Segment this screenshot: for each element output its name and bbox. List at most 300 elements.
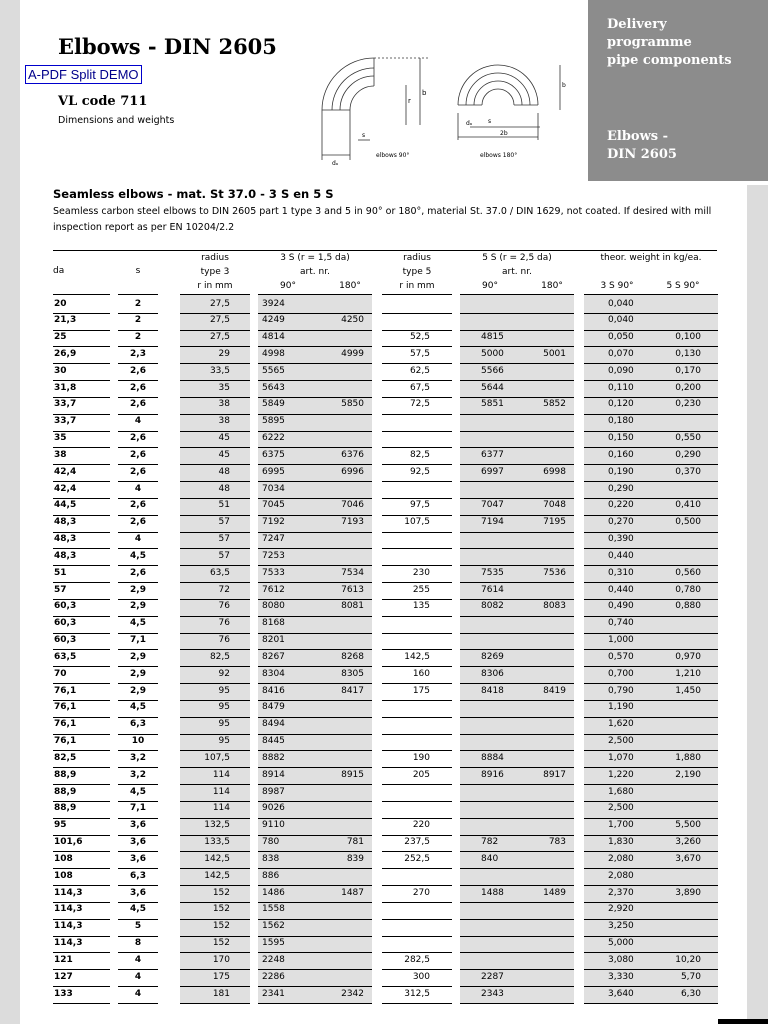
- row-divider: [460, 801, 574, 802]
- cell-w5: 0,200: [675, 382, 701, 393]
- cell-r3: 95: [218, 736, 230, 747]
- cell-w3: 0,570: [608, 651, 634, 662]
- row-divider: [382, 784, 452, 785]
- cell-s: 2,9: [130, 685, 146, 696]
- label-r: r: [408, 97, 411, 105]
- header-90-3: 90°: [280, 281, 296, 291]
- cell-da: 25: [54, 332, 67, 343]
- cell-a90_5: 5000: [481, 348, 504, 359]
- cell-da: 60,3: [54, 618, 77, 629]
- cell-r3: 57: [218, 534, 230, 545]
- header-180-5: 180°: [541, 281, 563, 291]
- cell-w3: 0,290: [608, 483, 634, 494]
- cell-w5: 0,970: [675, 651, 701, 662]
- cell-da: 121: [54, 954, 73, 965]
- cell-a90_3: 7533: [262, 567, 285, 578]
- cell-r5: 205: [412, 769, 430, 780]
- cell-w3: 0,440: [608, 550, 634, 561]
- box-line-5: DIN 2605: [607, 147, 677, 162]
- box-line-4: Elbows -: [607, 129, 669, 144]
- cell-r3: 142,5: [204, 853, 230, 864]
- box-line-2: programme: [607, 35, 692, 50]
- cell-w3: 3,330: [608, 971, 634, 982]
- cell-w5: 3,670: [675, 853, 701, 864]
- header-artnr5: art. nr.: [502, 267, 532, 277]
- row-divider: [460, 952, 574, 953]
- header-artnr3: art. nr.: [300, 267, 330, 277]
- cell-a90_5: 6997: [481, 466, 504, 477]
- header-underline: [584, 294, 718, 295]
- cell-w5: 1,210: [675, 668, 701, 679]
- cell-da: 48,3: [54, 550, 77, 561]
- left-margin-bar: [0, 0, 20, 1024]
- cell-da: 44,5: [54, 500, 77, 511]
- cell-r3: 45: [218, 433, 230, 444]
- cell-w5: 0,170: [675, 365, 701, 376]
- box-line-3: pipe components: [607, 53, 732, 68]
- cell-da: 127: [54, 971, 73, 982]
- cell-s: 2,6: [130, 365, 146, 376]
- cell-r3: 27,5: [209, 332, 230, 343]
- cell-a90_3: 4998: [262, 348, 285, 359]
- cell-a90_3: 2286: [262, 971, 285, 982]
- row-divider: [382, 734, 452, 735]
- cell-w3: 1,000: [608, 635, 634, 646]
- cell-a90_3: 5849: [262, 399, 285, 410]
- row-divider: [460, 431, 574, 432]
- cell-da: 82,5: [54, 752, 77, 763]
- row-divider: [460, 532, 574, 533]
- cell-a180_3: 839: [346, 853, 364, 864]
- cell-da: 33,7: [54, 399, 77, 410]
- cell-da: 38: [54, 449, 67, 460]
- cell-w3: 2,080: [608, 853, 634, 864]
- cell-s: 4: [134, 988, 142, 999]
- cell-w5: 2,190: [675, 769, 701, 780]
- header-da: da: [53, 266, 65, 276]
- cell-r3: 114: [212, 786, 230, 797]
- header-weight: theor. weight in kg/ea.: [600, 253, 702, 263]
- cell-w3: 0,110: [608, 382, 634, 393]
- cell-r5: 97,5: [409, 500, 430, 511]
- row-divider: [460, 868, 574, 869]
- cell-da: 108: [54, 870, 73, 881]
- cell-a90_3: 6375: [262, 449, 285, 460]
- cell-da: 33,7: [54, 416, 77, 427]
- cell-a90_5: 2343: [481, 988, 504, 999]
- cell-da: 60,3: [54, 601, 77, 612]
- cell-s: 2,6: [130, 399, 146, 410]
- cell-s: 3,6: [130, 837, 146, 848]
- cell-a90_5: 5566: [481, 365, 504, 376]
- cell-a180_3: 7193: [341, 517, 364, 528]
- cell-w3: 0,220: [608, 500, 634, 511]
- header-radius3-2: type 3: [200, 267, 230, 277]
- cell-r3: 114: [212, 769, 230, 780]
- cell-w3: 3,250: [608, 921, 634, 932]
- cell-r3: 95: [218, 685, 230, 696]
- elbow-drawings: [310, 55, 580, 170]
- cell-s: 2,6: [130, 433, 146, 444]
- cell-s: 4: [134, 954, 142, 965]
- box-line-1: Delivery: [607, 17, 667, 32]
- cell-r3: 133,5: [204, 837, 230, 848]
- cell-w3: 0,310: [608, 567, 634, 578]
- cell-w3: 0,390: [608, 534, 634, 545]
- row-divider: [460, 633, 574, 634]
- right-margin-bar: [747, 185, 768, 1024]
- cell-r3: 152: [212, 938, 230, 949]
- cell-w3: 0,040: [608, 315, 634, 326]
- cell-r3: 152: [212, 887, 230, 898]
- cell-w3: 1,190: [608, 702, 634, 713]
- row-divider: [382, 936, 452, 937]
- cell-a90_3: 8914: [262, 769, 285, 780]
- header-underline: [118, 294, 158, 295]
- cell-r5: 72,5: [409, 399, 430, 410]
- cell-r5: 107,5: [404, 517, 430, 528]
- cell-s: 8: [134, 938, 142, 949]
- cell-w3: 1,070: [608, 752, 634, 763]
- cell-s: 2,6: [130, 500, 146, 511]
- cell-a90_3: 7612: [262, 584, 285, 595]
- cell-a180_3: 8305: [341, 668, 364, 679]
- cell-da: 48,3: [54, 534, 77, 545]
- header-90-5: 90°: [482, 281, 498, 291]
- cell-a90_5: 8418: [481, 685, 504, 696]
- cell-w3: 0,150: [608, 433, 634, 444]
- label-180-da: dₐ: [466, 120, 473, 127]
- cell-da: 20: [54, 298, 67, 309]
- cell-a180_3: 1487: [341, 887, 364, 898]
- cell-r5: 57,5: [409, 348, 430, 359]
- cell-a180_3: 7534: [341, 567, 364, 578]
- label-180-s: s: [488, 118, 492, 125]
- cell-s: 4,5: [130, 618, 146, 629]
- cell-r3: 82,5: [209, 651, 230, 662]
- demo-watermark-link[interactable]: A-PDF Split DEMO: [25, 65, 142, 84]
- cell-da: 30: [54, 365, 67, 376]
- cell-w3: 1,700: [608, 820, 634, 831]
- cell-a90_5: 840: [481, 853, 499, 864]
- cell-r3: 63,5: [209, 567, 230, 578]
- cell-w5: 0,500: [675, 517, 701, 528]
- cell-da: 42,4: [54, 483, 77, 494]
- row-divider: [460, 902, 574, 903]
- cell-r3: 38: [218, 399, 230, 410]
- cell-w5: 0,370: [675, 466, 701, 477]
- cell-s: 4: [134, 534, 142, 545]
- cell-s: 4,5: [130, 550, 146, 561]
- cell-w3: 0,050: [608, 332, 634, 343]
- cell-a180_5: 8419: [543, 685, 566, 696]
- cell-a90_3: 7253: [262, 550, 285, 561]
- cell-da: 57: [54, 584, 67, 595]
- cell-s: 3,6: [130, 887, 146, 898]
- row-divider: [382, 801, 452, 802]
- cell-a90_5: 2287: [481, 971, 504, 982]
- cell-w5: 1,880: [675, 752, 701, 763]
- cell-a90_3: 8494: [262, 719, 285, 730]
- cell-w3: 0,490: [608, 601, 634, 612]
- row-divider: [460, 784, 574, 785]
- row-divider: [382, 902, 452, 903]
- cell-w3: 0,270: [608, 517, 634, 528]
- cell-s: 2,6: [130, 517, 146, 528]
- cell-da: 76,1: [54, 685, 77, 696]
- cell-r3: 51: [218, 500, 230, 511]
- cell-a90_3: 1558: [262, 904, 285, 915]
- cell-r5: 142,5: [404, 651, 430, 662]
- cell-r5: 92,5: [409, 466, 430, 477]
- cell-a90_3: 4814: [262, 332, 285, 343]
- cell-a90_3: 8201: [262, 635, 285, 646]
- cell-r5: 62,5: [409, 365, 430, 376]
- cell-a180_3: 6376: [341, 449, 364, 460]
- cell-a180_5: 7048: [543, 500, 566, 511]
- cell-s: 2,6: [130, 567, 146, 578]
- cell-a90_5: 7047: [481, 500, 504, 511]
- cell-r3: 76: [218, 618, 230, 629]
- cell-da: 108: [54, 853, 73, 864]
- cell-w3: 3,080: [608, 954, 634, 965]
- cell-s: 3,2: [130, 769, 146, 780]
- cell-da: 88,9: [54, 803, 77, 814]
- cell-a180_3: 6996: [341, 466, 364, 477]
- cell-w3: 2,500: [608, 803, 634, 814]
- cell-w3: 0,120: [608, 399, 634, 410]
- row-divider: [460, 717, 574, 718]
- cell-w5: 0,130: [675, 348, 701, 359]
- cell-r5: 230: [412, 567, 430, 578]
- cell-a180_3: 8268: [341, 651, 364, 662]
- cell-r3: 45: [218, 449, 230, 460]
- cell-s: 3,2: [130, 752, 146, 763]
- vl-code: VL code 711: [58, 94, 148, 109]
- header-w3: 3 S 90°: [600, 281, 634, 291]
- row-divider: [460, 481, 574, 482]
- cell-a180_3: 4999: [341, 348, 364, 359]
- cell-da: 114,3: [54, 887, 83, 898]
- header-radius5-2: type 5: [402, 267, 432, 277]
- cell-r5: 255: [412, 584, 430, 595]
- cell-s: 6,3: [130, 719, 146, 730]
- cell-r3: 57: [218, 550, 230, 561]
- cell-r3: 38: [218, 416, 230, 427]
- cell-w5: 6,30: [680, 988, 701, 999]
- cell-a90_3: 7034: [262, 483, 285, 494]
- header-group5: 5 S (r = 2,5 da): [482, 253, 552, 263]
- cell-a180_5: 5001: [543, 348, 566, 359]
- cell-da: 114,3: [54, 921, 83, 932]
- cell-r5: 175: [412, 685, 430, 696]
- cell-a90_3: 8882: [262, 752, 285, 763]
- cell-s: 2,3: [130, 348, 146, 359]
- cell-da: 76,1: [54, 702, 77, 713]
- cell-w3: 0,160: [608, 449, 634, 460]
- cell-da: 31,8: [54, 382, 77, 393]
- cell-r3: 152: [212, 921, 230, 932]
- row-divider: [460, 616, 574, 617]
- row-divider: [382, 919, 452, 920]
- cell-a180_5: 1489: [543, 887, 566, 898]
- cell-a90_5: 782: [481, 837, 499, 848]
- cell-r3: 181: [212, 988, 230, 999]
- cell-da: 26,9: [54, 348, 77, 359]
- row-divider: [460, 919, 574, 920]
- cell-a90_5: 6377: [481, 449, 504, 460]
- row-divider: [460, 313, 574, 314]
- cell-s: 3,6: [130, 853, 146, 864]
- cell-a180_5: 6998: [543, 466, 566, 477]
- label-180-b: b: [562, 82, 566, 89]
- cell-r5: 252,5: [404, 853, 430, 864]
- cell-w5: 0,410: [675, 500, 701, 511]
- cell-w3: 1,220: [608, 769, 634, 780]
- elbow-180-drawing: [458, 65, 560, 140]
- cell-a90_3: 7247: [262, 534, 285, 545]
- cell-s: 2: [134, 298, 142, 309]
- cell-w3: 0,190: [608, 466, 634, 477]
- cell-r3: 132,5: [204, 820, 230, 831]
- section-description: Seamless carbon steel elbows to DIN 2605 part 1 type 3 and 5 in 90° or 180°, material St. 37.0 / DIN 1629, not coated. If desired with mill inspection report as per EN 10204/2.2: [53, 206, 712, 233]
- label-s: s: [362, 132, 366, 139]
- cell-w3: 1,830: [608, 837, 634, 848]
- cell-w5: 1,450: [675, 685, 701, 696]
- cell-a90_3: 8304: [262, 668, 285, 679]
- cell-a90_3: 9026: [262, 803, 285, 814]
- cell-r5: 67,5: [409, 382, 430, 393]
- cell-r3: 29: [218, 348, 230, 359]
- row-divider: [382, 548, 452, 549]
- cell-w5: 0,780: [675, 584, 701, 595]
- cell-r3: 76: [218, 601, 230, 612]
- cell-s: 4: [134, 971, 142, 982]
- header-underline: [382, 294, 452, 295]
- header-180-3: 180°: [339, 281, 361, 291]
- label-elbows-180: elbows 180°: [480, 152, 518, 159]
- row-divider: [382, 868, 452, 869]
- cell-s: 7,1: [130, 803, 146, 814]
- cell-a90_5: 8306: [481, 668, 504, 679]
- cell-a180_5: 5852: [543, 399, 566, 410]
- cell-a90_5: 5851: [481, 399, 504, 410]
- cell-da: 133: [54, 988, 73, 999]
- cell-r3: 142,5: [204, 870, 230, 881]
- row-divider: [258, 1003, 372, 1004]
- cell-a90_5: 1488: [481, 887, 504, 898]
- cell-a180_3: 781: [346, 837, 364, 848]
- cell-s: 3,6: [130, 820, 146, 831]
- cell-a180_3: 4250: [341, 315, 364, 326]
- cell-a90_5: 7614: [481, 584, 504, 595]
- cell-a180_5: 8083: [543, 601, 566, 612]
- cell-r3: 27,5: [209, 315, 230, 326]
- row-divider: [460, 414, 574, 415]
- cell-r3: 27,5: [209, 298, 230, 309]
- cell-s: 4,5: [130, 786, 146, 797]
- cell-s: 2,9: [130, 651, 146, 662]
- cell-da: 76,1: [54, 719, 77, 730]
- row-divider: [382, 700, 452, 701]
- cell-r3: 92: [218, 668, 230, 679]
- cell-s: 2,6: [130, 449, 146, 460]
- header-w5: 5 S 90°: [666, 281, 700, 291]
- cell-r5: 82,5: [409, 449, 430, 460]
- cell-a90_5: 7194: [481, 517, 504, 528]
- cell-w3: 0,180: [608, 416, 634, 427]
- cell-s: 2,6: [130, 382, 146, 393]
- row-divider: [382, 481, 452, 482]
- section-title: Seamless elbows - mat. St 37.0 - 3 S en 5 S: [53, 187, 334, 201]
- cell-a90_3: 8080: [262, 601, 285, 612]
- header-underline: [460, 294, 574, 295]
- cell-a180_3: 8915: [341, 769, 364, 780]
- cell-da: 114,3: [54, 904, 83, 915]
- cell-a90_3: 7045: [262, 500, 285, 511]
- cell-w3: 0,740: [608, 618, 634, 629]
- cell-w3: 2,370: [608, 887, 634, 898]
- header-radius3-3: r in mm: [197, 281, 233, 291]
- row-divider: [382, 532, 452, 533]
- cell-s: 2: [134, 315, 142, 326]
- cell-w3: 0,090: [608, 365, 634, 376]
- cell-a90_5: 8082: [481, 601, 504, 612]
- cell-w3: 0,040: [608, 298, 634, 309]
- cell-a90_5: 4815: [481, 332, 504, 343]
- header-group3: 3 S (r = 1,5 da): [280, 253, 350, 263]
- row-divider: [460, 700, 574, 701]
- row-divider: [460, 734, 574, 735]
- cell-a90_5: 7535: [481, 567, 504, 578]
- cell-w3: 0,790: [608, 685, 634, 696]
- cell-a180_3: 7613: [341, 584, 364, 595]
- cell-w5: 5,70: [680, 971, 701, 982]
- row-divider: [460, 818, 574, 819]
- cell-a90_3: 3924: [262, 298, 285, 309]
- row-divider: [382, 1003, 452, 1004]
- cell-da: 88,9: [54, 786, 77, 797]
- label-2b: 2b: [500, 130, 508, 137]
- table-top-rule: [53, 250, 717, 251]
- cell-da: 51: [54, 567, 67, 578]
- page-corner-mark: [718, 1019, 768, 1024]
- cell-da: 21,3: [54, 315, 77, 326]
- cell-w3: 2,920: [608, 904, 634, 915]
- header-radius5-3: r in mm: [399, 281, 435, 291]
- cell-w3: 1,680: [608, 786, 634, 797]
- cell-a90_3: 2341: [262, 988, 285, 999]
- cell-a180_3: 7046: [341, 500, 364, 511]
- cell-s: 4,5: [130, 904, 146, 915]
- cell-a180_3: 8081: [341, 601, 364, 612]
- cell-r3: 175: [212, 971, 230, 982]
- cell-a90_3: 8445: [262, 736, 285, 747]
- cell-s: 7,1: [130, 635, 146, 646]
- cell-s: 4: [134, 483, 142, 494]
- cell-a90_3: 5565: [262, 365, 285, 376]
- cell-a90_3: 6222: [262, 433, 285, 444]
- cell-da: 95: [54, 820, 67, 831]
- cell-r5: 312,5: [404, 988, 430, 999]
- row-divider: [118, 1003, 158, 1004]
- cell-a90_3: 8416: [262, 685, 285, 696]
- cell-r3: 114: [212, 803, 230, 814]
- row-divider: [382, 633, 452, 634]
- cell-s: 5: [134, 921, 142, 932]
- cell-a90_3: 1486: [262, 887, 285, 898]
- label-da: dₐ: [332, 160, 339, 167]
